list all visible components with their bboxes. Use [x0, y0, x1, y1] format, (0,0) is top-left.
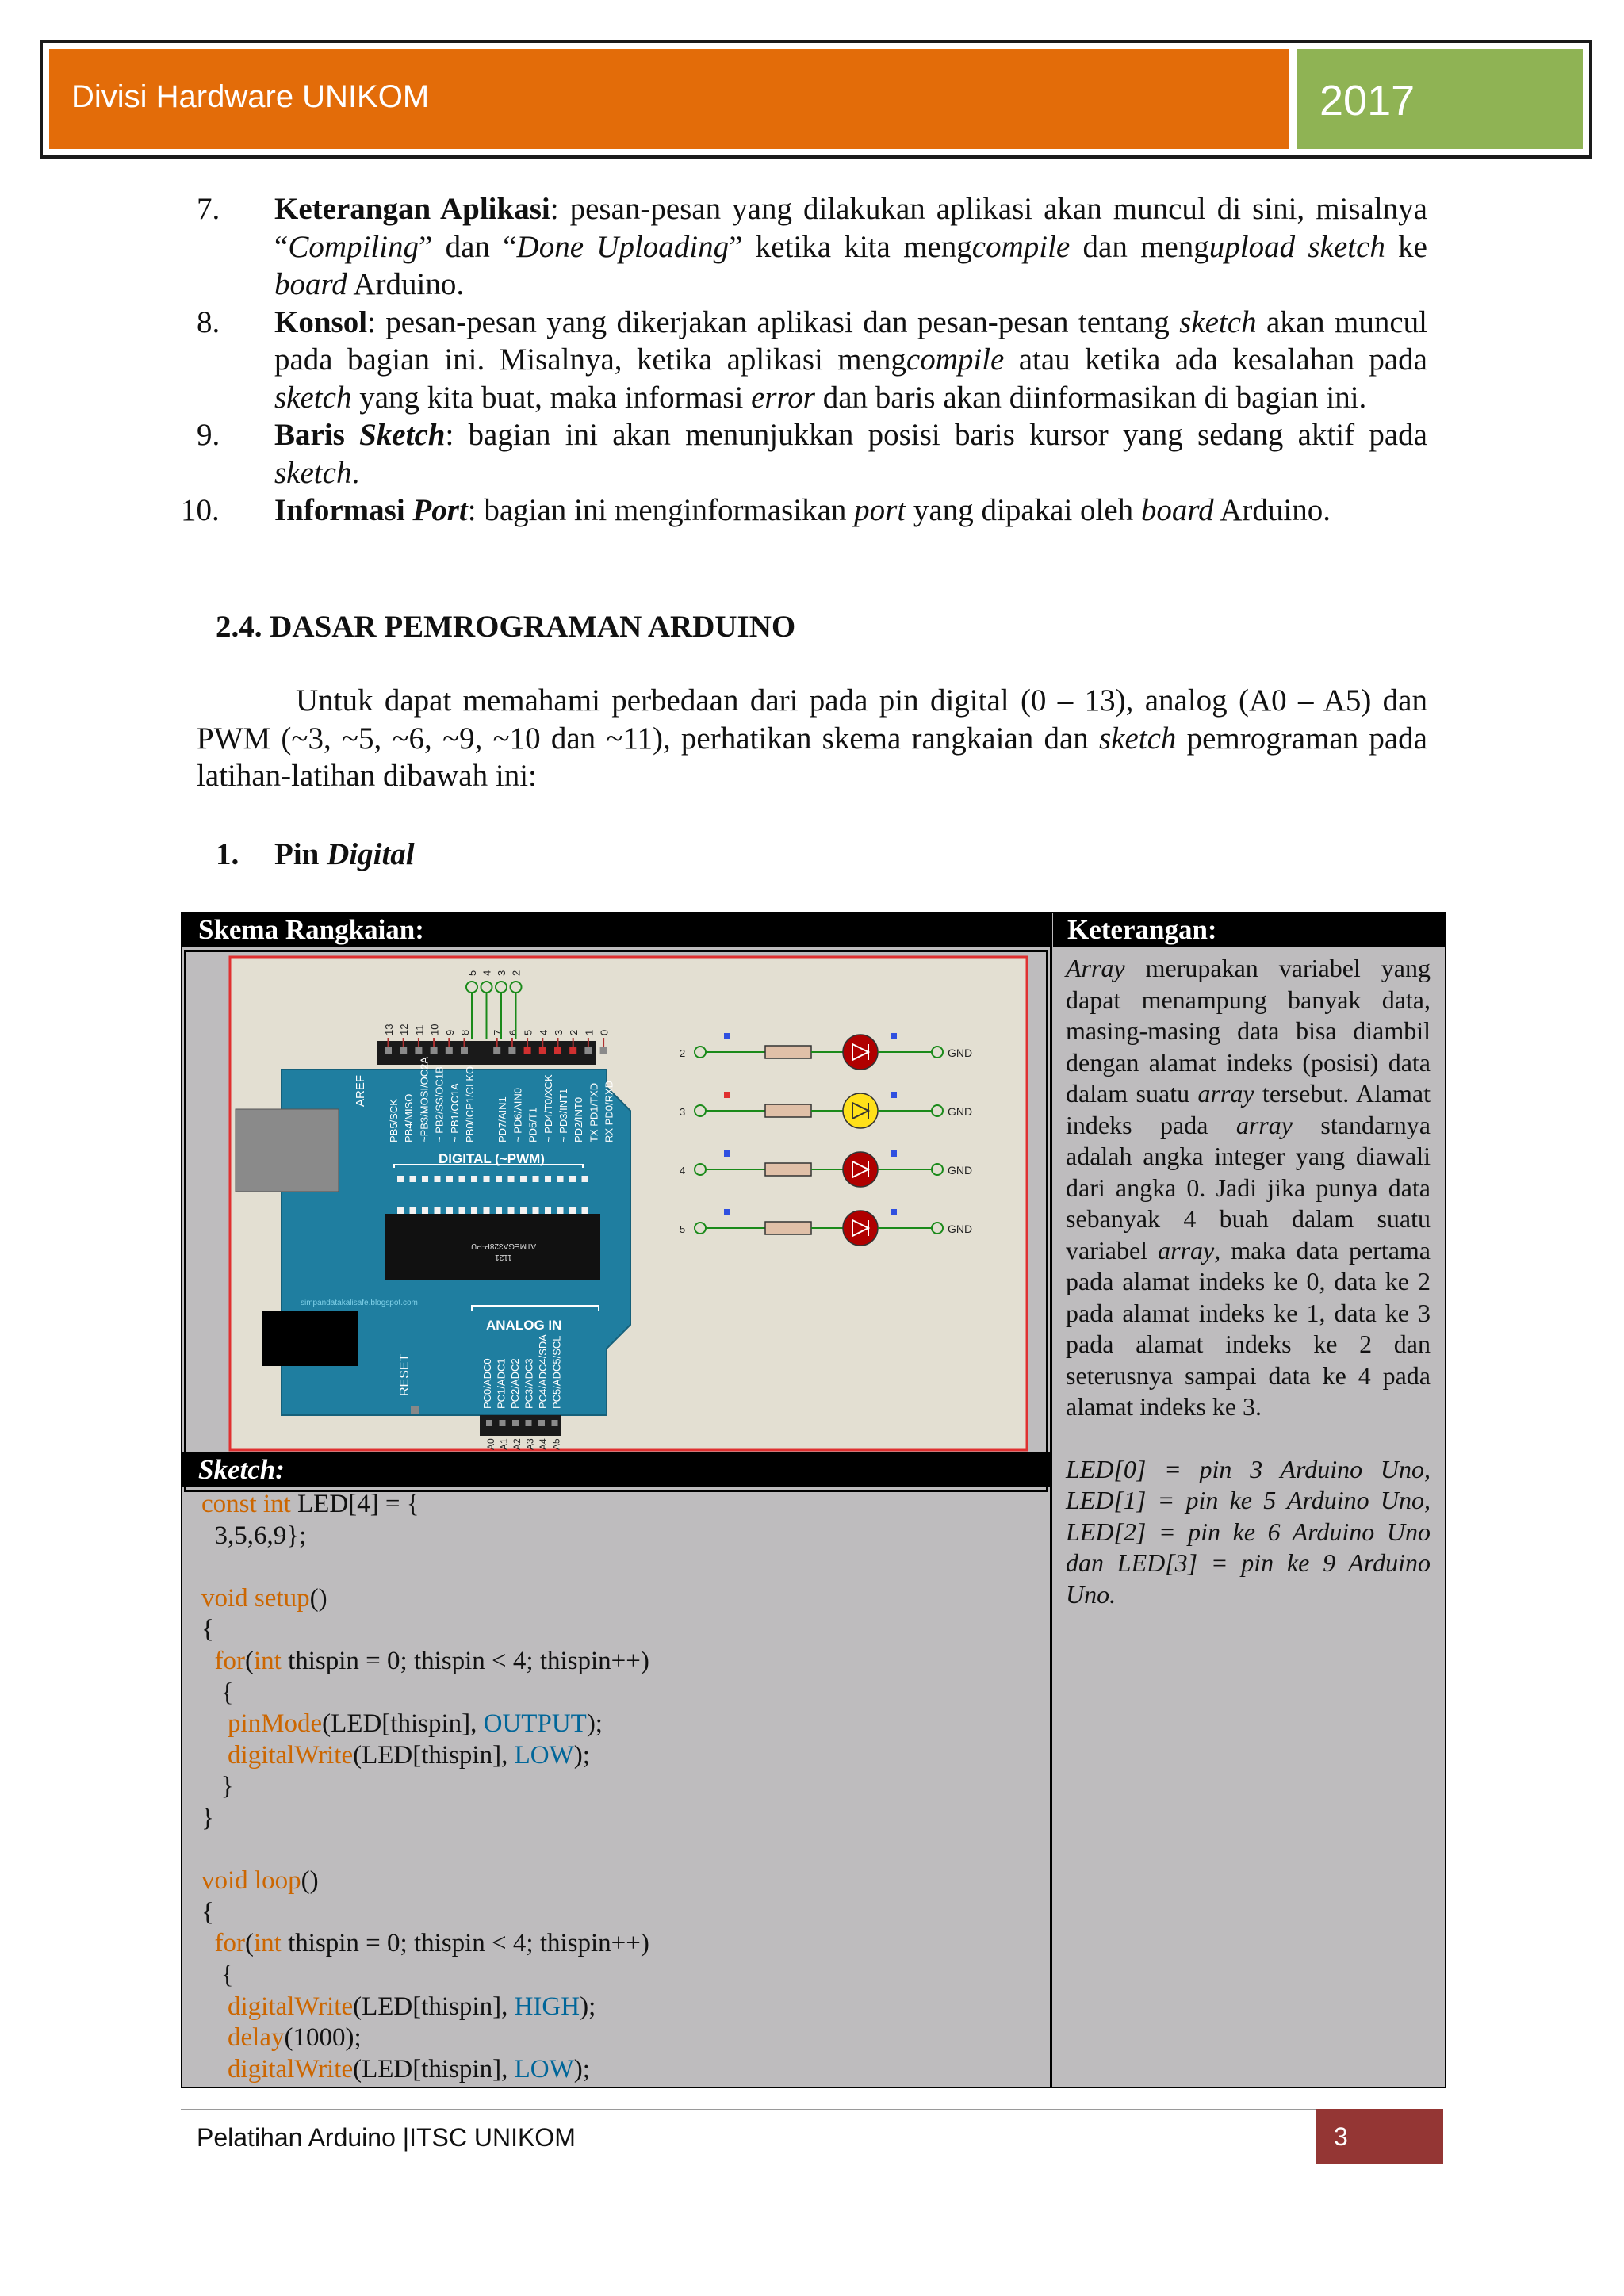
list-italic: sketch: [274, 380, 352, 415]
header-pin-number: 4: [537, 1029, 550, 1035]
code-constant: OUTPUT: [483, 1709, 587, 1739]
pin-label: PB5/SCK: [388, 1099, 400, 1142]
header-pin: [431, 1047, 438, 1054]
connector-number: 5: [466, 970, 478, 976]
list-item: [181, 492, 1427, 530]
list-italic: board: [274, 267, 347, 301]
led: [843, 1093, 878, 1128]
subsection-title-text: Pin: [274, 837, 327, 871]
header-pin-number: 6: [507, 1029, 519, 1035]
subsection-title: [216, 836, 415, 872]
led: [843, 1035, 878, 1070]
header-pin-number: 5: [522, 1029, 534, 1035]
notes-paragraph: [1066, 953, 1431, 1423]
chip-pin: [397, 1207, 404, 1214]
digital-header: [377, 1041, 596, 1065]
list-italic: Compiling: [288, 229, 419, 264]
code-text: {: [201, 1615, 214, 1644]
list-italic: sketch: [1179, 304, 1257, 339]
pin-label: RX PD0/RXD: [603, 1080, 615, 1142]
schema-header: Skema Rangkaian:: [182, 913, 1050, 947]
code-text: );: [580, 1992, 596, 2021]
code-function: pinMode: [228, 1709, 323, 1739]
circuit-diagram: [186, 952, 1046, 1455]
code-keyword: for: [214, 1929, 245, 1958]
pin-dot: [435, 1176, 441, 1182]
chip-pin: [435, 1207, 441, 1214]
blog-label: simpandatakalisafe.blogspot.com: [301, 1299, 418, 1307]
header-pin: [508, 1047, 515, 1054]
code-text: {: [220, 1960, 234, 1989]
list-italic: upload sketch: [1208, 229, 1385, 264]
list-term-italic: Sketch: [359, 418, 446, 452]
header-pin: [584, 1047, 592, 1054]
code-text: );: [586, 1709, 603, 1739]
chip-pin: [459, 1207, 465, 1214]
list-number: 7.: [197, 192, 220, 226]
chip-pin: [557, 1207, 564, 1214]
list-term-italic: Port: [412, 493, 468, 527]
list-term-part: Informasi: [274, 493, 413, 527]
list-text: ke: [1385, 229, 1427, 264]
list-text: yang dipakai oleh: [906, 493, 1141, 527]
code-text: (1000);: [284, 2023, 362, 2053]
usb-connector: [236, 1109, 339, 1192]
list-term: Keterangan Aplikasi: [274, 192, 550, 226]
pin-dot: [397, 1176, 404, 1182]
connector-number: 3: [496, 970, 508, 976]
code-text: );: [573, 2054, 590, 2084]
column-divider: [1050, 913, 1052, 2087]
header-pin: [446, 1047, 453, 1054]
code-keyword: int: [253, 1929, 282, 1958]
list-italic: error: [751, 380, 815, 415]
pin-label: ~ PD6/AIN0: [511, 1087, 524, 1142]
list-number: 10.: [181, 493, 220, 527]
pin-label: PD5/T1: [527, 1107, 539, 1142]
code-keyword: void setup: [201, 1583, 310, 1613]
reset-label: RESET: [398, 1353, 412, 1396]
notes-span: merupakan variabel yang dapat menampung banyak data, masing-masing data bisa diambil dengan alamat indeks (posisi) data dalam suatu: [1066, 954, 1431, 1108]
notes-italic: Array: [1066, 954, 1125, 982]
pin-label: PB4/MISO: [403, 1093, 416, 1142]
header-pin: [554, 1047, 561, 1054]
list-text: yang kita buat, maka informasi: [351, 380, 752, 415]
list-item: [197, 190, 1427, 304]
notes-span: standarnya adalah angka integer yang diawali dari angka 0. Jadi jika punya data sebanyak 4 buah dalam suatu variabel: [1066, 1110, 1431, 1265]
resistor: [765, 1222, 811, 1234]
header-pin-number: 10: [428, 1024, 441, 1035]
header-year-band: [1297, 49, 1583, 149]
footer-rule: [181, 2109, 1443, 2110]
list-number: 9.: [197, 418, 220, 452]
analog-in-label: ANALOG IN: [486, 1318, 562, 1333]
pin-dot: [446, 1176, 453, 1182]
code-constant: LOW: [514, 1740, 574, 1770]
intro-italic: sketch: [1098, 721, 1177, 756]
pin-dot: [569, 1176, 576, 1182]
resistor: [765, 1046, 811, 1058]
code-keyword: const int: [201, 1490, 291, 1518]
sketch-header: Sketch:: [182, 1452, 1050, 1487]
list-text: Arduino.: [347, 267, 465, 301]
list-text: dan meng: [1070, 229, 1209, 264]
header-pin: [385, 1047, 392, 1054]
analog-pin-number: A5: [550, 1438, 562, 1450]
header-pin-number: 0: [598, 1029, 611, 1035]
chip-pin: [569, 1207, 576, 1214]
pin-label: PB0/ICP1/CLKO: [464, 1066, 476, 1142]
pin-dot: [422, 1176, 428, 1182]
list-term: [274, 493, 468, 527]
code-text: );: [573, 1740, 590, 1770]
list-text: .: [351, 455, 360, 490]
list-text: akan muncul pada bagian ini. Misalnya, ketika aplikasi meng: [274, 304, 1427, 377]
list-italic: compile: [971, 229, 1071, 264]
analog-pin-label: PC3/ADC3: [523, 1358, 535, 1409]
chip-pin: [582, 1207, 588, 1214]
code-function: digitalWrite: [228, 1992, 354, 2021]
subsection-number: 1.: [216, 837, 239, 871]
list-text: atau ketika ada kesalahan pada: [1004, 342, 1427, 377]
chip-pin: [422, 1207, 428, 1214]
chip-pin: [520, 1207, 527, 1214]
pin-dot: [520, 1176, 527, 1182]
header-pin-number: 9: [443, 1029, 456, 1035]
analog-pin-label: PC0/ADC0: [481, 1358, 493, 1409]
header-pin: [600, 1047, 607, 1054]
list-italic: board: [1140, 493, 1214, 527]
code-text: thispin = 0; thispin < 4; thispin++): [281, 1929, 649, 1958]
code-text: LED[4] = {: [290, 1490, 419, 1518]
gnd-label: GND: [948, 1105, 973, 1118]
pin-dot: [557, 1176, 564, 1182]
code-text: {: [201, 1897, 214, 1927]
code-constant: HIGH: [514, 1992, 580, 2021]
page-header: [40, 40, 1592, 159]
list-italic: port: [854, 493, 906, 527]
analog-pin: [526, 1420, 532, 1426]
chip-pin: [496, 1207, 502, 1214]
led-probe: [724, 1209, 730, 1215]
analog-pin-number: A4: [538, 1438, 549, 1450]
gnd-label: GND: [948, 1164, 973, 1177]
connector-number: 2: [510, 970, 523, 976]
footer-text: Pelatihan Arduino |ITSC UNIKOM: [197, 2123, 576, 2152]
notes-span: tersebut. Alamat indeks pada: [1066, 1079, 1431, 1139]
pin-dot: [471, 1176, 477, 1182]
analog-pin-label: PC4/ADC4/SDA: [537, 1334, 549, 1409]
list-text: dan baris akan diinformasikan di bagian ini.: [814, 380, 1367, 415]
notes-italic: array: [1158, 1235, 1215, 1265]
pin-label: ~PB3/MOSI/OC2A: [418, 1056, 431, 1142]
pin-label: TX PD1/TXD: [588, 1082, 600, 1142]
led-probe: [724, 1092, 730, 1098]
led-pin-number: 3: [680, 1106, 686, 1118]
header-pin: [569, 1047, 576, 1054]
exercise-table: [181, 912, 1446, 2088]
resistor: [765, 1104, 811, 1117]
pin-label: ~ PD3/INT1: [557, 1088, 569, 1142]
code-keyword: void loop: [201, 1866, 301, 1896]
code-text: (LED[thispin],: [322, 1709, 484, 1739]
code-text: {: [220, 1678, 234, 1707]
list-item: [197, 416, 1427, 492]
header-pin: [539, 1047, 546, 1054]
chip-pin: [471, 1207, 477, 1214]
code-text: (): [301, 1866, 319, 1896]
code-text: (LED[thispin],: [353, 1992, 515, 2021]
led-probe: [891, 1033, 897, 1039]
code-text: thispin = 0; thispin < 4; thispin++): [281, 1646, 649, 1675]
intro-text: pemrograman pada latihan-latihan dibawah ini:: [197, 721, 1427, 793]
list-text: ” ketika kita meng: [729, 229, 972, 264]
list-item: [197, 304, 1427, 417]
subsection-title-italic: Digital: [327, 837, 415, 871]
pin-dot: [508, 1176, 515, 1182]
sketch-code: const int LED[4] = { 3,5,6,9}; void setup() { for(int thispin = 0; thispin < 4; thispin++) { pinMode(LED[thispin], OUTPUT); digitalWrite(LED[thispin], LOW); } } void loop() { for(int thispin = 0; thispin < 4; thispin++) { digitalWrite(LED[thispin], HIGH); delay(1000); digitalWrite(LED[thispin], LOW);: [201, 1490, 649, 2084]
gnd-label: GND: [948, 1223, 973, 1235]
header-pin-number: 13: [383, 1024, 395, 1035]
pin-label: PD7/AIN1: [496, 1096, 509, 1142]
header-pin: [524, 1047, 531, 1054]
header-pin: [400, 1047, 407, 1054]
analog-pin-number: A2: [511, 1438, 523, 1450]
pin-dot: [545, 1176, 551, 1182]
led-probe: [891, 1209, 897, 1215]
chip-pin: [533, 1207, 539, 1214]
aref-label: AREF: [354, 1074, 367, 1107]
list-text: : bagian ini menginformasikan: [467, 493, 855, 527]
pin-label: ~ PB1/OC1A: [448, 1083, 461, 1142]
list-italic: sketch: [274, 455, 352, 490]
pin-dot: [410, 1176, 416, 1182]
circuit-schematic: [184, 950, 1048, 1492]
notes-text: [1066, 953, 1431, 1610]
list-italic: compile: [906, 342, 1005, 377]
list-italic: Done Uploading: [516, 229, 730, 264]
chip-pin: [508, 1207, 515, 1214]
header-pin-number: 11: [413, 1024, 426, 1035]
chip-pin: [545, 1207, 551, 1214]
led: [843, 1211, 878, 1246]
digital-pwm-label: DIGITAL (~PWM): [439, 1151, 545, 1166]
header-pin-number: 1: [583, 1029, 596, 1035]
notes-mapping: LED[0] = pin 3 Arduino Uno, LED[1] = pin ke 5 Arduino Uno, LED[2] = pin ke 6 Arduino Uno dan LED[3] = pin ke 9 Arduino Uno.: [1066, 1454, 1431, 1609]
code-function: delay: [228, 2023, 285, 2053]
header-pin-number: 7: [492, 1029, 504, 1035]
list-text: : bagian ini akan menunjukkan posisi baris kursor yang sedang aktif pada: [445, 418, 1427, 452]
code-function: digitalWrite: [228, 1740, 354, 1770]
led-probe: [724, 1033, 730, 1039]
analog-pin: [500, 1420, 506, 1426]
list-number: 8.: [197, 304, 220, 339]
analog-pin-number: A0: [485, 1438, 496, 1450]
code-text: }: [220, 1772, 234, 1801]
chip-pin: [410, 1207, 416, 1214]
pin-dot: [496, 1176, 502, 1182]
chip-pin: [446, 1207, 453, 1214]
header-year: 2017: [1320, 77, 1415, 124]
led-pin-number: 4: [680, 1165, 686, 1177]
header-pin: [415, 1047, 422, 1054]
chip-code: 1121: [495, 1253, 512, 1261]
intro-paragraph: [197, 682, 1427, 795]
power-jack: [262, 1311, 358, 1366]
analog-pin-label: PC5/ADC5/SCL: [550, 1335, 563, 1409]
code-constant: LOW: [514, 2054, 574, 2084]
analog-pin: [486, 1420, 492, 1426]
notes-italic: array: [1235, 1110, 1293, 1139]
pin-label: ~ PD4/T0/XCK: [542, 1074, 554, 1142]
list-text: ” dan “: [419, 229, 517, 264]
code-keyword: for: [214, 1646, 245, 1675]
analog-pin: [552, 1420, 558, 1426]
numbered-list: [181, 190, 1427, 530]
led-pin-number: 5: [680, 1223, 686, 1235]
header-pin-number: 8: [459, 1029, 471, 1035]
pin-dot: [484, 1176, 490, 1182]
header-pin-number: 2: [568, 1029, 580, 1035]
header-pin: [461, 1047, 468, 1054]
code-text: }: [201, 1803, 214, 1832]
analog-pin-number: A3: [524, 1438, 536, 1450]
code-text: 3,5,6,9};: [201, 1521, 307, 1550]
notes-span: , maka data pertama pada alamat indeks ke 0, data ke 2 pada alamat indeks ke 1, data ke 3 pada alamat indeks ke 2 dan seterusnya sampai data ke 4 pada alamat indeks ke 3.: [1066, 1235, 1431, 1421]
code-text: (LED[thispin],: [353, 2054, 515, 2084]
header-pin-number: 3: [553, 1029, 565, 1035]
code-text: (): [309, 1583, 327, 1613]
resistor: [765, 1163, 811, 1176]
header-pin-number: 12: [398, 1024, 411, 1035]
led: [843, 1152, 878, 1187]
page-number: 3: [1316, 2109, 1443, 2164]
list-text: : pesan-pesan yang dilakukan aplikasi akan muncul di sini, misalnya “: [274, 192, 1427, 264]
led-pin-number: 2: [680, 1047, 686, 1059]
led-probe: [891, 1150, 897, 1157]
pin-label: ~ PB2/SS/OC1B: [433, 1066, 446, 1142]
pin-label: PD2/INT0: [573, 1096, 585, 1142]
code-text: (LED[thispin],: [353, 1740, 515, 1770]
list-text: Arduino.: [1213, 493, 1331, 527]
chip-pin: [484, 1207, 490, 1214]
pin-dot: [459, 1176, 465, 1182]
pin-dot: [533, 1176, 539, 1182]
analog-pin: [538, 1420, 545, 1426]
analog-pin-label: PC2/ADC2: [509, 1358, 521, 1409]
header-pin: [493, 1047, 500, 1054]
pin-dot: [582, 1176, 588, 1182]
intro-text: Untuk dapat memahami perbedaan dari pada pin digital (0 – 13), analog (A0 – A5) dan PWM (~3, ~5, ~6, ~9, ~10 dan ~11), perhatikan skema rangkaian dan: [197, 683, 1427, 756]
connector-number: 4: [481, 970, 493, 976]
code-keyword: int: [253, 1646, 282, 1675]
analog-pin: [512, 1420, 519, 1426]
list-term-part: Baris: [274, 418, 360, 452]
notes-header: Keterangan:: [1053, 913, 1445, 947]
list-text: : pesan-pesan yang dikerjakan aplikasi dan pesan-pesan tentang: [367, 304, 1180, 339]
code-function: digitalWrite: [228, 2054, 354, 2084]
header-title-band: [49, 49, 1289, 149]
list-term: Konsol: [274, 304, 368, 339]
analog-pin-number: A1: [498, 1438, 510, 1450]
chip-label: ATMEGA328P-PU: [470, 1242, 537, 1250]
list-term: [274, 418, 445, 452]
header-title: Divisi Hardware UNIKOM: [71, 79, 430, 114]
led-probe: [891, 1092, 897, 1098]
analog-pin-label: PC1/ADC1: [495, 1358, 508, 1409]
led-probe: [724, 1150, 730, 1157]
gnd-label: GND: [948, 1047, 973, 1059]
notes-italic: array: [1197, 1079, 1254, 1108]
section-title: 2.4. DASAR PEMROGRAMAN ARDUINO: [216, 610, 796, 644]
